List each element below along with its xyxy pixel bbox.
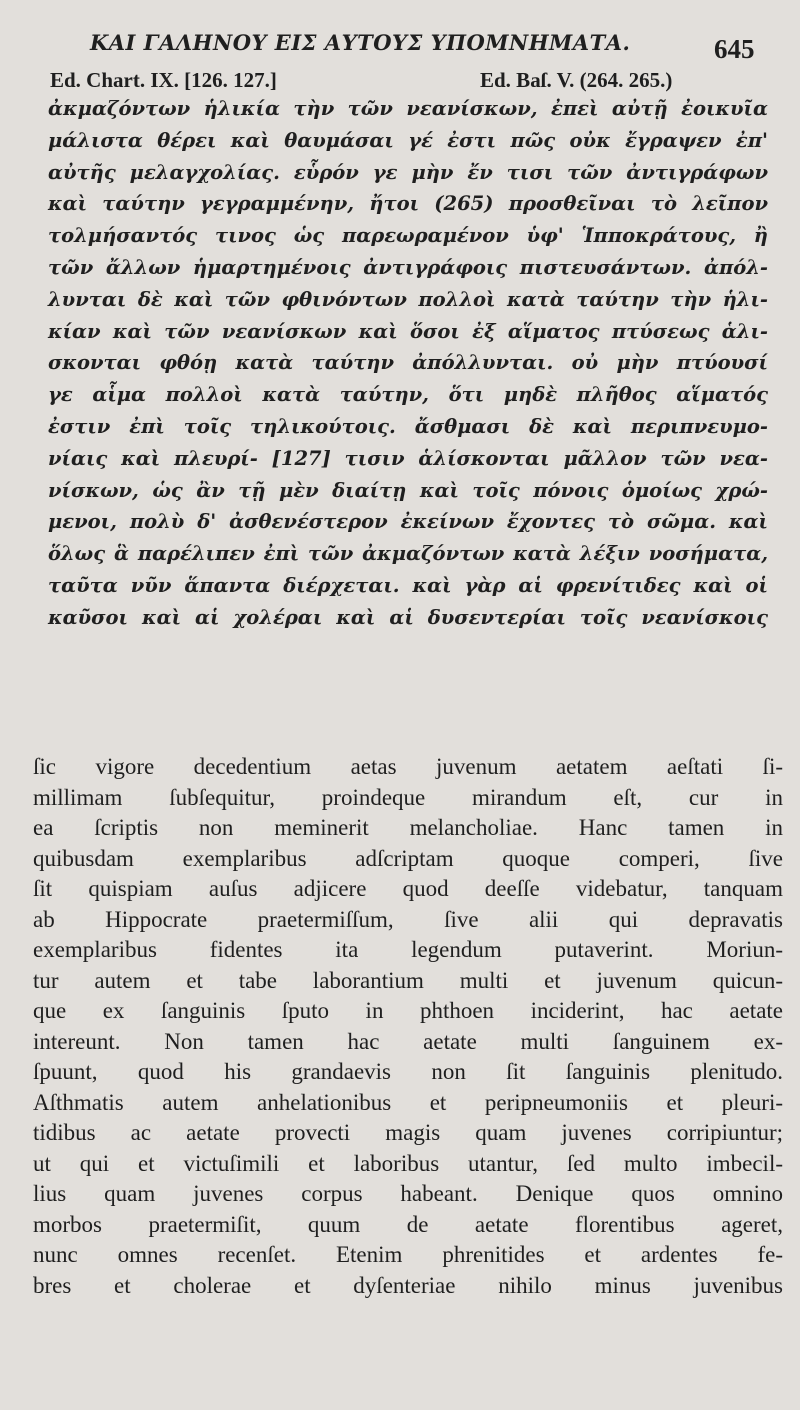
latin-line: ut qui et victuſimili et laboribus utantur, ſed multo imbecil- [33, 1150, 783, 1176]
greek-line: αὐτῆς μελαγχολίας. εὗρόν γε μὴν ἔν τισι τῶν ἀντιγράφων [48, 160, 768, 184]
latin-line: ſit quispiam auſus adjicere quod deeſſe videbatur, tanquam [33, 876, 783, 901]
greek-line: μάλιστα θέρει καὶ θαυμάσαι γέ ἐστι πῶς οὐκ ἔγραψεν ἐπ' [48, 128, 768, 152]
latin-line: quibusdam exemplaribus adſcriptam quoque comperi, ſive [33, 845, 783, 871]
latin-line: morbos praetermiſit, quum de aetate florentibus ageret, [33, 1211, 783, 1237]
latin-line: ſpuunt, quod his grandaevis non ſit ſanguinis plenitudo. [33, 1059, 783, 1084]
latin-line: lius quam juvenes corpus habeant. Denique quos omnino [33, 1181, 783, 1206]
latin-line: tidibus ac aetate provecti magis quam juvenes corripiuntur; [33, 1120, 783, 1145]
latin-line: Aſthmatis autem anhelationibus et peripneumoniis et pleuri- [33, 1089, 783, 1115]
latin-line: ea ſcriptis non meminerit melancholiae. Hanc tamen in [33, 815, 783, 840]
latin-line: intereunt. Non tamen hac aetate multi ſanguinem ex- [33, 1028, 783, 1054]
latin-line: ab Hippocrate praetermiſſum, ſive alii qui depravatis [33, 906, 783, 932]
greek-line: τολμήσαντός τινος ὡς παρεωραμένον ὑφ' Ἱπποκράτους, ἢ [48, 224, 768, 248]
greek-line: τῶν ἄλλων ἡμαρτημένοις ἀντιγράφοις πιστευσάντων. ἀπόλ- [48, 255, 768, 279]
greek-line: λυνται δὲ καὶ τῶν φθινόντων πολλοὶ κατὰ ταύτην τὴν ἡλι- [48, 287, 768, 311]
greek-line: ἐστιν ἐπὶ τοῖς τηλικούτοις. ἄσθμασι δὲ καὶ περιπνευμο- [48, 414, 768, 438]
latin-line: millimam ſubſequitur, proindeque mirandum eſt, cur in [33, 784, 783, 810]
greek-line: νίσκων, ὡς ἂν τῇ μὲν διαίτῃ καὶ τοῖς πόνοις ὁμοίως χρώ- [48, 478, 768, 502]
greek-line: μενοι, πολὺ δ' ἀσθενέστερον ἐκείνων ἔχοντες τὸ σῶμα. καὶ [48, 510, 768, 534]
greek-line: κίαν καὶ τῶν νεανίσκων καὶ ὅσοι ἐξ αἵματος πτύσεως ἁλι- [48, 319, 768, 343]
page-number: 645 [714, 34, 755, 64]
greek-line: ἀκμαζόντων ἡλικία τὴν τῶν νεανίσκων, ἐπεὶ αὐτῇ ἐοικυῖα [48, 97, 768, 120]
greek-line: ὅλως ἃ παρέλιπεν ἐπὶ τῶν ἀκμαζόντων κατὰ λέξιν νοσήματα, [48, 542, 768, 566]
greek-line: καὶ ταύτην γεγραμμένην, ἤτοι (265) προσθεῖναι τὸ λεῖπον [48, 192, 768, 216]
greek-line: καῦσοι καὶ αἱ χολέραι καὶ αἱ δυσεντερίαι τοῖς νεανίσκοις [48, 605, 768, 629]
latin-line: ſic vigore decedentium aetas juvenum aetatem aeſtati ſi- [33, 754, 783, 779]
latin-line: exemplaribus fidentes ita legendum putaverint. Moriun- [33, 937, 783, 962]
greek-line: νίαις καὶ πλευρί- [127] τισιν ἁλίσκονται μᾶλλον τῶν νεα- [48, 446, 768, 470]
greek-text-block [48, 93, 768, 634]
greek-line: γε αἷμα πολλοὶ κατὰ ταύτην, ὅτι μηδὲ πλῆθος αἵματός [48, 383, 768, 407]
running-title: ΚΑΙ ΓΑΛΗΝΟΥ ΕΙΣ ΑΥΤΟΥΣ ΥΠΟΜΝΗΜΑΤΑ. [90, 30, 631, 55]
greek-line: σκονται φθόῃ κατὰ ταύτην ἀπόλλυνται. οὐ μὴν πτύουσί [48, 351, 768, 375]
edition-reference-chartier: Ed. Chart. IX. [126. 127.] [50, 68, 277, 92]
greek-line: ταῦτα νῦν ἅπαντα διέρχεται. καὶ γὰρ αἱ φρενίτιδες καὶ οἱ [48, 573, 768, 597]
latin-text-block [33, 752, 783, 1301]
edition-reference-basel: Ed. Baſ. V. (264. 265.) [480, 68, 673, 92]
latin-line: nunc omnes recenſet. Etenim phrenitides et ardentes fe- [33, 1242, 783, 1267]
latin-line: bres et cholerae et dyſenteriae nihilo minus juvenibus [33, 1272, 783, 1298]
latin-line: que ex ſanguinis ſputo in phthoen inciderint, hac aetate [33, 998, 783, 1023]
latin-line: tur autem et tabe laborantium multi et juvenum quicun- [33, 967, 783, 993]
